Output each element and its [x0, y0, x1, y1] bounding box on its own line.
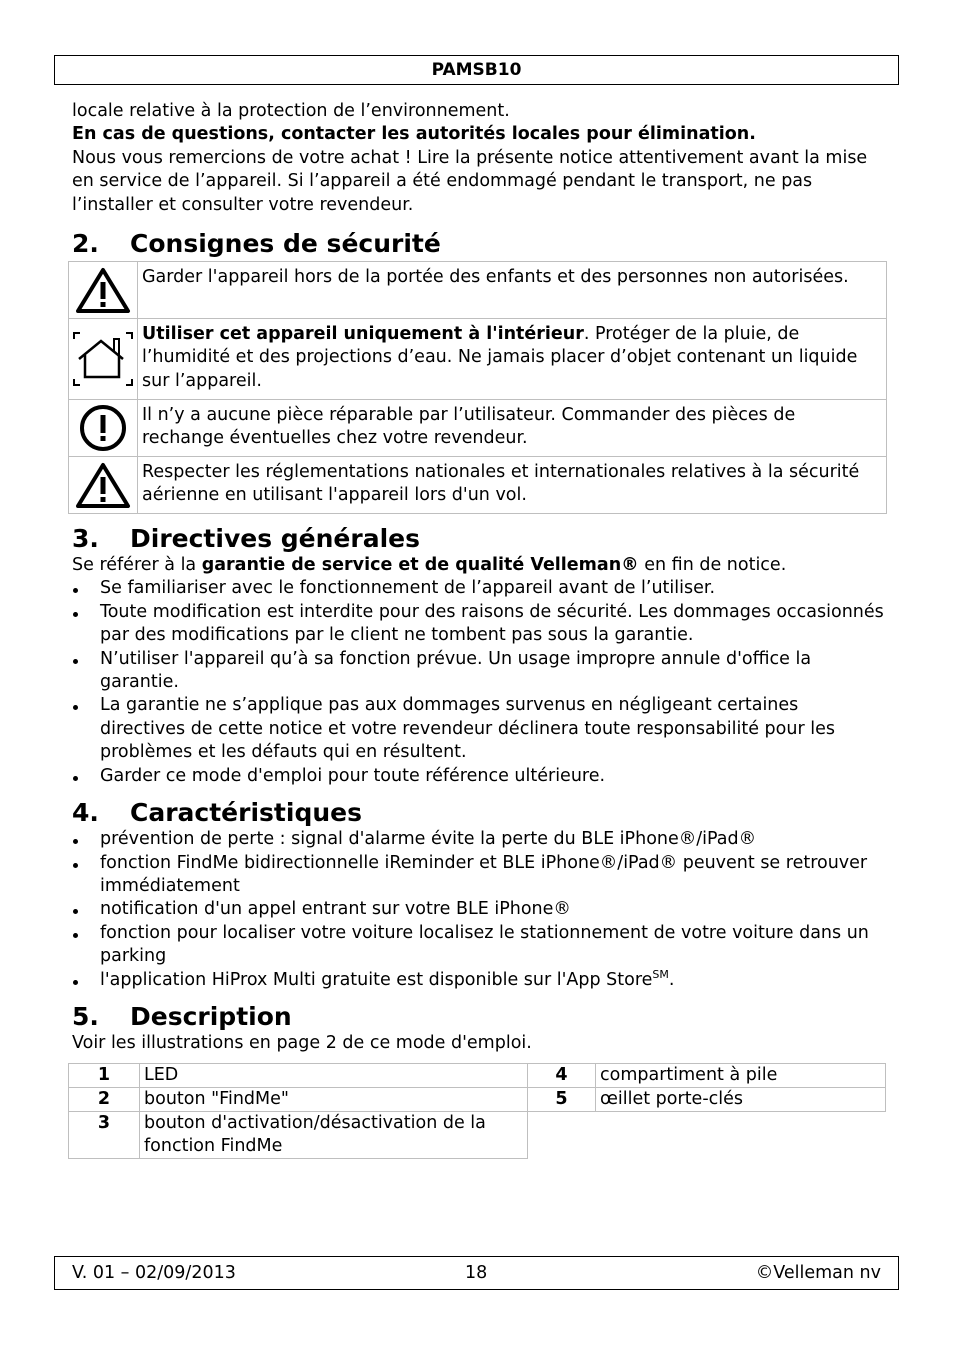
page-content	[72, 100, 887, 1163]
safety-text: Garder l'appareil hors de la portée des enfants et des personnes non autorisées.	[138, 262, 887, 319]
table-row	[69, 1112, 528, 1159]
safety-text-rest: . Protéger de la pluie, de l’humidité et des projections d’eau. Ne jamais placer d’objet contenant un liquide sur l’appareil.	[142, 324, 858, 391]
intro-paragraph: Nous vous remercions de votre achat ! Lire la présente notice attentivement avant la mise en service de l’appareil. Si l’appareil a été endommagé pendant le transport, ne pas l’installer et consulter votre revendeur.	[72, 147, 868, 215]
list-item: notification d'un appel entrant sur votre BLE iPhone®	[72, 898, 887, 921]
table-row	[69, 1064, 528, 1088]
section-number: 4.	[72, 798, 99, 828]
table-row	[528, 1064, 886, 1088]
section-number: 2.	[72, 229, 99, 259]
safety-row	[69, 262, 887, 319]
description-table	[68, 1063, 887, 1163]
description-table-left	[68, 1063, 528, 1159]
section-title: Directives générales	[130, 524, 420, 554]
safety-table	[68, 261, 887, 514]
safety-row	[69, 400, 887, 457]
safety-text: Respecter les réglementations nationales et internationales relatives à la sécurité aérienne en utilisant l'appareil lors d'un vol.	[138, 457, 887, 514]
section-title: Consignes de sécurité	[130, 229, 441, 259]
list-item-text: l'application HiProx Multi gratuite est disponible sur l'App Store	[100, 969, 653, 990]
intro-bold-line: En cas de questions, contacter les autorités locales pour élimination.	[72, 124, 756, 145]
item-label: œillet porte-clés	[596, 1088, 886, 1112]
list-item: Se familiariser avec le fonctionnement de l’appareil avant de l’utiliser.	[72, 577, 887, 600]
intro-post: en fin de notice.	[638, 555, 787, 576]
section-5-heading	[72, 1002, 887, 1032]
footer-version: V. 01 – 02/09/2013	[72, 1263, 236, 1283]
section-title: Caractéristiques	[130, 798, 362, 828]
warning-triangle-icon	[69, 262, 138, 319]
list-item-end: .	[668, 969, 675, 990]
section-2-heading	[72, 229, 887, 259]
section-3-intro	[72, 554, 887, 577]
section-title: Description	[130, 1001, 292, 1031]
list-item: Garder ce mode d'emploi pour toute référence ultérieure.	[72, 765, 887, 788]
indoor-house-icon	[69, 319, 138, 400]
service-mark: SM	[652, 967, 669, 981]
safety-text: Il n’y a aucune pièce réparable par l’utilisateur. Commander des pièces de rechange éventuelles chez votre revendeur.	[138, 400, 887, 457]
intro-line: locale relative à la protection de l’environnement.	[72, 101, 510, 121]
safety-text	[138, 319, 887, 400]
item-number: 3	[69, 1112, 140, 1159]
section-number: 5.	[72, 1001, 99, 1031]
list-item	[72, 969, 887, 992]
intro-pre: Se référer à la	[72, 555, 202, 576]
description-table-right	[527, 1063, 886, 1112]
footer-copyright: ©Velleman nv	[755, 1263, 881, 1283]
list-item: fonction FindMe bidirectionnelle iReminder et BLE iPhone®/iPad® peuvent se retrouver immédiatement	[72, 852, 887, 899]
table-row	[69, 1088, 528, 1112]
list-item: Toute modification est interdite pour des raisons de sécurité. Les dommages occasionnés par des modifications par le client ne tombent pas sous la garantie.	[72, 601, 887, 648]
safety-row	[69, 319, 887, 400]
section-4-list	[72, 828, 887, 992]
page-footer	[54, 1256, 899, 1290]
item-label: compartiment à pile	[596, 1064, 886, 1088]
section-3-list	[72, 577, 887, 788]
item-label: bouton d'activation/désactivation de la fonction FindMe	[140, 1112, 528, 1159]
warning-triangle-icon	[69, 457, 138, 514]
header-model: PAMSB10	[54, 55, 899, 85]
safety-row	[69, 457, 887, 514]
safety-text-bold: Utiliser cet appareil uniquement à l'intérieur	[142, 324, 584, 345]
section-number: 3.	[72, 524, 99, 554]
table-row	[528, 1088, 886, 1112]
section-5-intro: Voir les illustrations en page 2 de ce mode d'emploi.	[72, 1032, 532, 1053]
item-number: 5	[528, 1088, 596, 1112]
list-item: fonction pour localiser votre voiture localisez le stationnement de votre voiture dans un parking	[72, 922, 887, 969]
exclamation-circle-icon	[69, 400, 138, 457]
section-4-heading	[72, 798, 887, 828]
item-label: bouton "FindMe"	[140, 1088, 528, 1112]
list-item: prévention de perte : signal d'alarme évite la perte du BLE iPhone®/iPad®	[72, 828, 887, 851]
list-item: N’utiliser l'appareil qu’à sa fonction prévue. Un usage impropre annule d'office la garantie.	[72, 648, 887, 695]
intro-bold: garantie de service et de qualité Velleman®	[201, 555, 639, 576]
item-number: 1	[69, 1064, 140, 1088]
item-number: 2	[69, 1088, 140, 1112]
item-number: 4	[528, 1064, 596, 1088]
footer-page-number: 18	[465, 1263, 488, 1283]
list-item: La garantie ne s’applique pas aux dommages survenus en négligeant certaines directives de cette notice et votre revendeur déclinera toute responsabilité pour les problèmes et les défauts qui en résultent.	[72, 694, 887, 764]
section-3-heading	[72, 524, 887, 554]
item-label: LED	[140, 1064, 528, 1088]
